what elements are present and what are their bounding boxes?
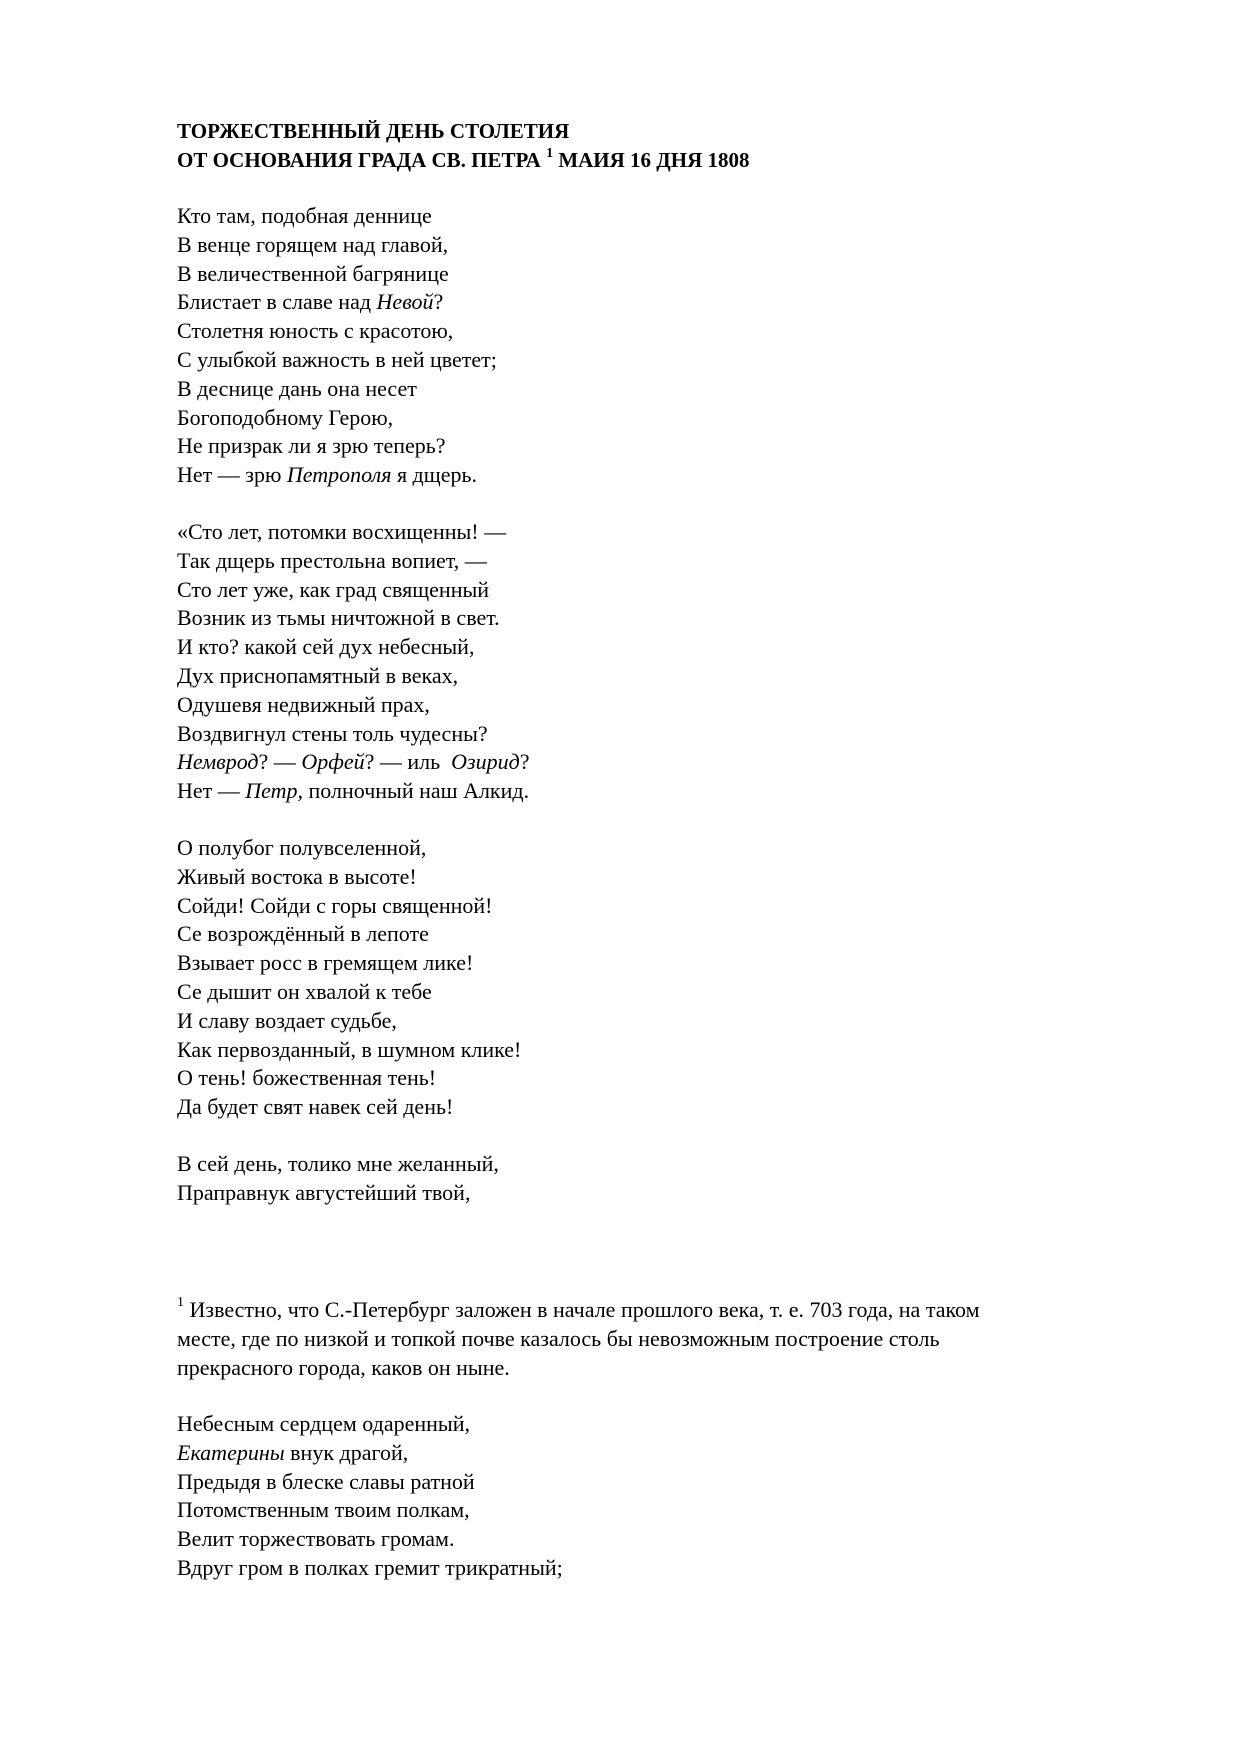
verse-line: Столетня юность с красотою,	[177, 318, 454, 344]
verse-line: Велит торжествовать громам.	[177, 1526, 455, 1552]
verse-line: «Сто лет, потомки восхищенны! —	[177, 519, 507, 544]
title-line-2	[177, 146, 1177, 175]
verse-line: В венце горящем над главой,	[177, 231, 449, 257]
verse-text: Блистает в славе над	[177, 289, 377, 315]
verse-text: полночный наш Алкид.	[303, 778, 530, 804]
stanza-4	[177, 1150, 1177, 1208]
verse-line	[177, 288, 1177, 317]
stanza-1	[177, 202, 1177, 490]
footnote-mark: 1	[177, 1294, 184, 1310]
verse-italic: Орфей	[301, 749, 365, 775]
verse-line: Богоподобному Герою,	[177, 404, 394, 430]
verse-line: Воздвигнул стены толь чудесны?	[177, 720, 488, 746]
verse-line: Кто там, подобная деннице	[177, 203, 432, 228]
verse-text: ?	[519, 749, 530, 775]
verse-line: Вдруг гром в полках гремит трикратный;	[177, 1554, 563, 1580]
verse-line: Се дышит он хвалой к тебе	[177, 978, 432, 1004]
verse-italic: Немврод	[177, 749, 259, 775]
verse-line: Живый востока в высоте!	[177, 863, 417, 889]
verse-line: И славу воздает судьбе,	[177, 1007, 397, 1033]
verse-line: Не призрак ли я зрю теперь?	[177, 433, 446, 459]
verse-line: В деснице дань она несет	[177, 375, 417, 401]
verse-text: Нет — зрю	[177, 462, 287, 488]
title-line-2-text: ОТ ОСНОВАНИЯ ГРАДА СВ. ПЕТРА	[177, 148, 541, 172]
verse-italic: Невой	[376, 289, 434, 315]
verse-text: я дщерь.	[391, 462, 477, 488]
verse-line: О полубог полувселенной,	[177, 835, 427, 860]
verse-text: ? — иль	[364, 749, 452, 775]
verse-line: Сто лет уже, как град священный	[177, 576, 490, 602]
verse-italic: Петрополя	[286, 462, 392, 488]
verse-line: В величественной багрянице	[177, 260, 449, 286]
verse-line: С улыбкой важность в ней цветет;	[177, 346, 497, 372]
footnote-text: Известно, что С.-Петербург заложен в начале прошлого века, т. е. 703 года, на таком	[184, 1297, 980, 1322]
verse-line: Се возрождённый в лепоте	[177, 921, 429, 947]
verse-line: Взывает росс в гремящем лике!	[177, 950, 474, 976]
footnote	[177, 1295, 1117, 1382]
verse-line: В сей день, толико мне желанный,	[177, 1151, 499, 1176]
footnote-line: месте, где по низкой и топкой почве казалось бы невозможным построение столь	[177, 1326, 940, 1351]
verse-text: Нет —	[177, 778, 246, 804]
verse-line: Дух приснопамятный в веках,	[177, 662, 459, 688]
verse-line: О тень! божественная тень!	[177, 1065, 437, 1091]
stanza-5	[177, 1410, 1177, 1583]
verse-line: Небесным сердцем одаренный,	[177, 1411, 470, 1436]
verse-line: Одушевя недвижный прах,	[177, 691, 430, 717]
stanza-3	[177, 834, 1177, 1122]
verse-line	[177, 1439, 1177, 1468]
verse-italic: Озирид	[451, 749, 520, 775]
verse-italic: Екатерины	[177, 1439, 285, 1465]
verse-line: Предыдя в блеске славы ратной	[177, 1468, 475, 1494]
footnote-line: прекрасного города, каков он ныне.	[177, 1355, 510, 1380]
verse-line: Сойди! Сойди с горы священной!	[177, 892, 493, 918]
title-line-1: ТОРЖЕСТВЕННЫЙ ДЕНЬ СТОЛЕТИЯ	[177, 119, 570, 143]
verse-line	[177, 777, 1177, 806]
verse-text: ?	[433, 289, 444, 315]
verse-line: Потомственным твоим полкам,	[177, 1497, 470, 1523]
poem-title	[177, 117, 1177, 175]
verse-line: Как первозданный, в шумном клике!	[177, 1036, 522, 1062]
title-line-2-date: МАИЯ 16 ДНЯ 1808	[558, 148, 750, 172]
verse-line: Праправнук августейший твой,	[177, 1179, 471, 1205]
verse-line	[177, 461, 1177, 490]
stanza-2	[177, 518, 1177, 806]
verse-line: Так дщерь престольна вопиет, —	[177, 547, 487, 573]
footnote-line	[177, 1295, 1117, 1324]
verse-line: Возник из тьмы ничтожной в свет.	[177, 605, 500, 631]
verse-text: внук драгой,	[284, 1439, 409, 1465]
footnote-reference: 1	[546, 146, 554, 161]
verse-italic: Петр,	[245, 778, 304, 804]
verse-text: ? —	[258, 749, 302, 775]
verse-line: Да будет свят навек сей день!	[177, 1094, 454, 1120]
verse-line	[177, 748, 1177, 777]
verse-line: И кто? какой сей дух небесный,	[177, 634, 475, 660]
